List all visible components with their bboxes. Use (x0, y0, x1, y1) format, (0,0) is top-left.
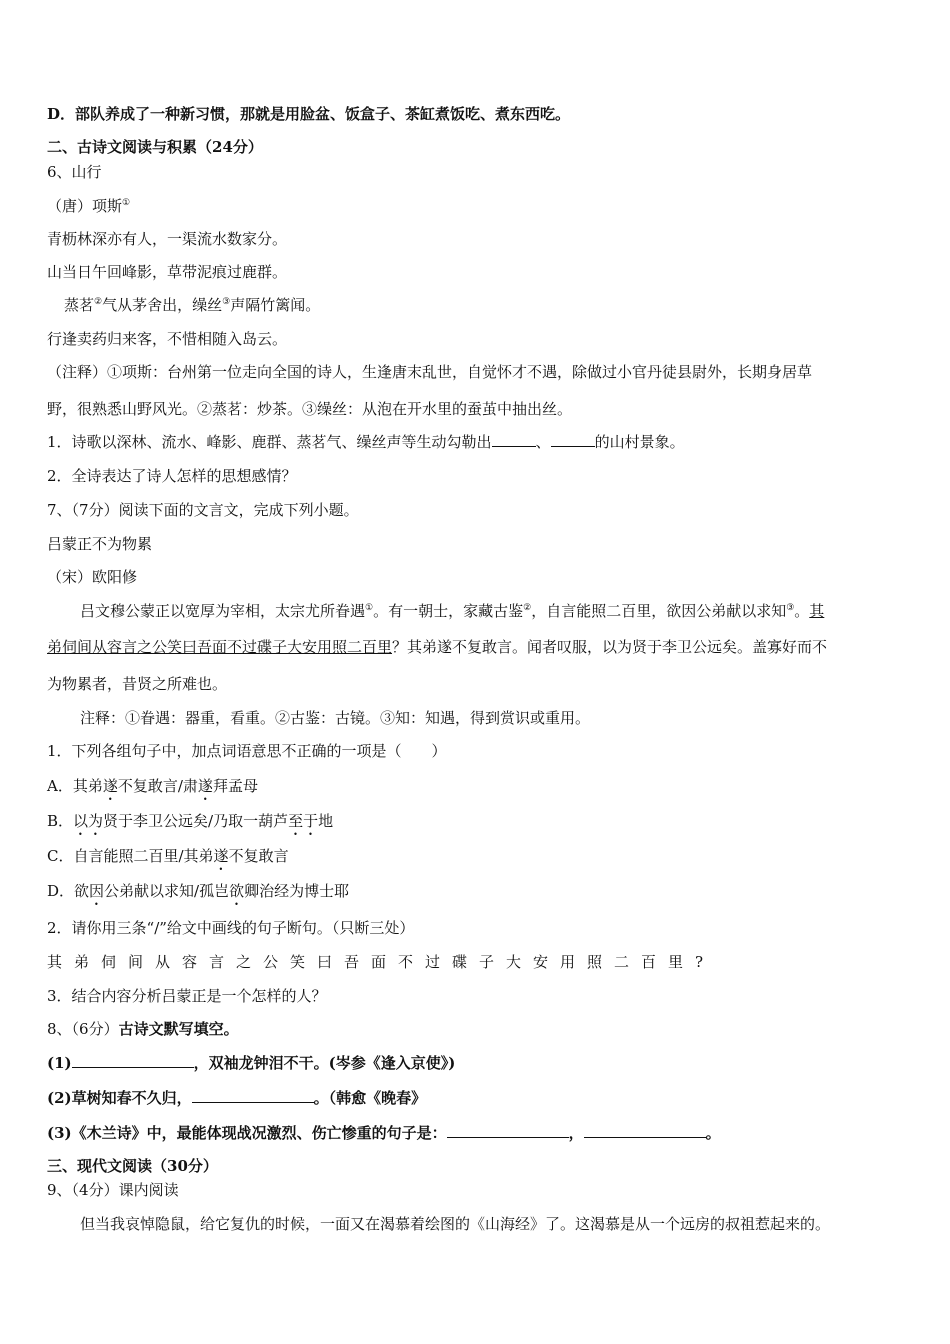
passage-title: 吕蒙正不为物累 (47, 535, 153, 553)
answer-blank[interactable] (492, 432, 536, 447)
poem-line-3: 蒸茗②气从茅舍出，缲丝③声隔竹篱闻。 (64, 296, 321, 314)
underlined-sentence: 弟伺间从容言之公笑曰吾面不过碟子大安用照二百里 (47, 638, 393, 656)
section-3-title: 三、现代文阅读（30分） (47, 1157, 218, 1175)
poem-line-1: 青枥林深亦有人，一渠流水数家分。 (47, 230, 288, 248)
option-c: C．自言能照二百里/其弟遂不复敢言 (47, 847, 289, 865)
poem-notes-2: 野，很熟悉山野风光。②蒸茗：炒茶。③缲丝：从泡在开水里的蚕茧中抽出丝。 (47, 400, 573, 418)
q6-sub-1: 1．诗歌以深林、流水、峰影、鹿群、蒸茗气、缲丝声等生动勾勒出 、 的山村景象。 (47, 433, 685, 451)
section-2-title: 二、古诗文阅读与积累（24分） (47, 138, 263, 156)
option-b: B．以为贤于李卫公远矣/乃取一葫芦至于地 (47, 812, 334, 830)
answer-blank[interactable] (584, 1123, 706, 1138)
q7-sub-3: 3．结合内容分析吕蒙正是一个怎样的人？ (47, 987, 327, 1005)
poem-notes-1: （注释）①项斯：台州第一位走向全国的诗人，生逢唐末乱世，自觉怀才不遇，除做过小官丹徒县尉外，长期身居草 (47, 363, 813, 381)
q8-line-3: (3)《木兰诗》中，最能体现战况激烈、伤亡惨重的句子是： ， 。 (47, 1124, 721, 1142)
question-6-heading: 6、山行 (47, 163, 102, 181)
q7-sub-1: 1．下列各组句子中，加点词语意思不正确的一项是（ ） (47, 742, 447, 760)
answer-blank[interactable] (72, 1053, 194, 1068)
question-7-heading: 7、（7分）阅读下面的文言文，完成下列小题。 (47, 501, 359, 519)
passage-line-3: 为物累者，昔贤之所难也。 (47, 675, 228, 693)
passage-line-1: 吕文穆公蒙正以宽厚为宰相，太宗尤所眷遇①。有一朝士，家藏古鉴②，自言能照二百里，欲因公弟献以求知③。其 (80, 602, 825, 620)
q6-sub-2: 2．全诗表达了诗人怎样的思想感情？ (47, 467, 297, 485)
poem-author: （唐）项斯① (47, 197, 131, 215)
question-9-heading: 9、（4分）课内阅读 (47, 1181, 179, 1199)
answer-blank[interactable] (551, 432, 595, 447)
option-d-text: D．部队养成了一种新习惯，那就是用脸盆、饭盒子、茶缸煮饭吃、煮东西吃。 (47, 105, 571, 123)
option-a: A．其弟遂不复敢言/肃遂拜孟母 (47, 777, 258, 795)
passage-line-2: 弟伺间从容言之公笑曰吾面不过碟子大安用照二百里？其弟遂不复敢言。闻者叹服，以为贤于李卫公远矣。盖寡好而不 (47, 638, 828, 656)
answer-blank[interactable] (192, 1088, 314, 1103)
q8-line-2: (2)草树知春不久归， 。（韩愈《晚春》 (47, 1089, 427, 1107)
passage-author: （宋）欧阳修 (47, 568, 138, 586)
sentence-to-punctuate: 其弟伺间从容言之公笑曰吾面不过碟子大安用照二百里? (47, 953, 716, 971)
passage-notes: 注释：①眷遇：器重，看重。②古鉴：古镜。③知：知遇，得到赏识或重用。 (80, 709, 591, 727)
q7-sub-2: 2．请你用三条“/”给文中画线的句子断句。（只断三处） (47, 919, 415, 937)
q9-passage-line-1: 但当我哀悼隐鼠，给它复仇的时候，一面又在渴慕着绘图的《山海经》了。这渴慕是从一个远房的叔祖惹起来的。 (80, 1215, 831, 1233)
poem-line-4: 行逢卖药归来客，不惜相随入岛云。 (47, 330, 288, 348)
question-8-heading: 8、（6分）古诗文默写填空。 (47, 1020, 239, 1038)
answer-blank[interactable] (447, 1123, 569, 1138)
q8-line-1: (1) ，双袖龙钟泪不干。(岑参《逢入京使》) (47, 1054, 456, 1072)
option-d: D．欲因公弟献以求知/孤岂欲卿治经为博士耶 (47, 882, 350, 900)
poem-line-2: 山当日午回峰影，草带泥痕过鹿群。 (47, 263, 288, 281)
